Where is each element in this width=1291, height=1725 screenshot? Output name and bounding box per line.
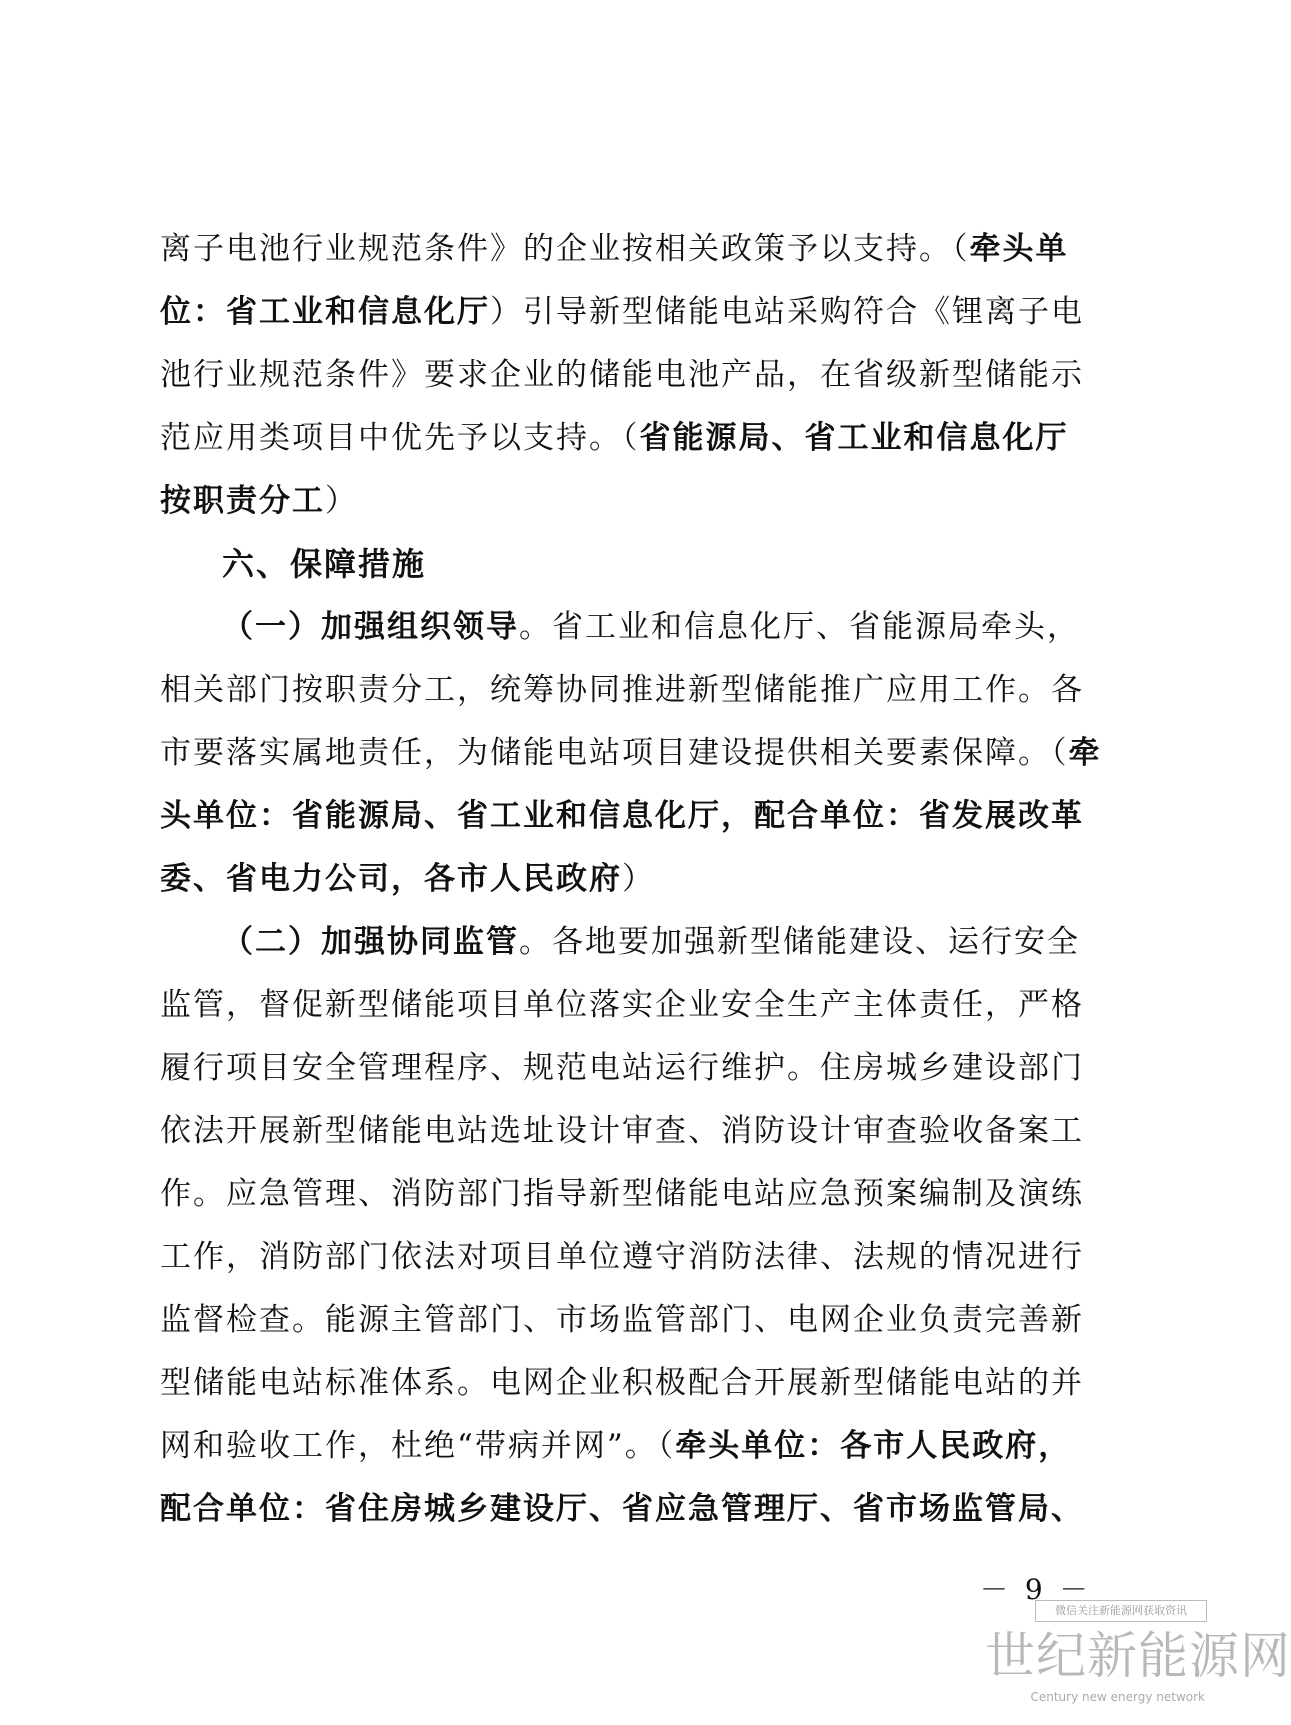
text-line: [160, 218, 1068, 281]
text-line: [160, 596, 1080, 659]
text-line: [160, 659, 1084, 722]
text-line: [160, 281, 1084, 344]
text-segment: 市要落实属地责任，为储能电站项目建设提供相关要素保障。（: [160, 735, 1069, 771]
text-segment: 离子电池行业规范条件》的企业按相关政策予以支持。（: [160, 231, 970, 267]
text-segment: 。各地要加强新型储能建设、运行安全: [519, 924, 1080, 960]
text-segment: 工作，消防部门依法对项目单位遵守消防法律、法规的情况进行: [160, 1239, 1084, 1275]
page-number: － 9 －: [980, 1573, 1092, 1606]
text-line: [160, 1478, 1084, 1541]
bold-text-segment: 牵头单: [969, 231, 1069, 267]
text-line: [160, 407, 1068, 470]
text-line: [160, 1226, 1084, 1289]
text-line: [160, 911, 1080, 974]
text-segment: 作。应急管理、消防部门指导新型储能电站应急预案编制及演练: [160, 1176, 1084, 1212]
watermark-logo: [985, 1600, 1291, 1718]
text-line: [160, 1352, 1084, 1415]
text-segment: 监督检查。能源主管部门、市场监管部门、电网企业负责完善新: [160, 1302, 1084, 1338]
section-heading: 六、保障措施: [222, 545, 427, 583]
text-line: [160, 1037, 1084, 1100]
paragraphs-container: [160, 596, 1102, 1541]
text-segment: 监管，督促新型储能项目单位落实企业安全生产主体责任，严格: [160, 987, 1084, 1023]
intro-paragraph: [160, 218, 1084, 533]
text-line: [160, 1100, 1084, 1163]
text-segment: 范应用类项目中优先予以支持。（: [160, 420, 640, 456]
bold-text-segment: 牵头单位：各市人民政府，: [675, 1428, 1072, 1464]
bold-text-segment: 牵: [1068, 735, 1102, 771]
text-segment: 。省工业和信息化厅、省能源局牵头，: [519, 609, 1080, 645]
text-line: [160, 974, 1084, 1037]
text-line: [160, 785, 1084, 848]
document-body: [160, 218, 1102, 1541]
bold-text-segment: 省能源局、省工业和信息化厅: [639, 420, 1069, 456]
bold-text-segment: 位：省工业和信息化厅: [160, 294, 490, 330]
paragraph: [160, 911, 1084, 1541]
text-segment: 履行项目安全管理程序、规范电站运行维护。住房城乡建设部门: [160, 1050, 1084, 1086]
bold-text-segment: 按职责分工: [160, 483, 325, 519]
text-segment: ）: [622, 861, 655, 897]
bold-text-segment: （二）加强协同监管: [222, 924, 519, 960]
text-segment: 型储能电站标准体系。电网企业积极配合开展新型储能电站的并: [160, 1365, 1084, 1401]
text-line: [160, 722, 1102, 785]
watermark-subtitle: Century new energy network: [1030, 1690, 1205, 1704]
text-line: [160, 1289, 1084, 1352]
text-line: [160, 344, 1084, 407]
text-segment: ）: [325, 483, 358, 519]
text-line: [160, 470, 1068, 533]
watermark-top-text: 微信关注新能源网获取资讯: [1035, 1600, 1207, 1622]
bold-text-segment: （一）加强组织领导: [222, 609, 519, 645]
text-segment: ）引导新型储能电站采购符合《锂离子电: [490, 294, 1084, 330]
text-segment: 网和验收工作，杜绝“带病并网”。（: [160, 1428, 676, 1464]
paragraph: [160, 596, 1102, 911]
watermark-logo-text: 世纪新能源网: [985, 1627, 1291, 1685]
bold-text-segment: 委、省电力公司，各市人民政府: [160, 861, 622, 897]
text-segment: 相关部门按职责分工，统筹协同推进新型储能推广应用工作。各: [160, 672, 1084, 708]
text-line: [160, 848, 1068, 911]
text-segment: 依法开展新型储能电站选址设计审查、消防设计审查验收备案工: [160, 1113, 1084, 1149]
text-line: [160, 1163, 1084, 1226]
text-line: [160, 1415, 1072, 1478]
bold-text-segment: 头单位：省能源局、省工业和信息化厅，配合单位：省发展改革: [160, 798, 1084, 834]
text-segment: 池行业规范条件》要求企业的储能电池产品，在省级新型储能示: [160, 357, 1084, 393]
bold-text-segment: 配合单位：省住房城乡建设厅、省应急管理厅、省市场监管局、: [160, 1491, 1084, 1527]
